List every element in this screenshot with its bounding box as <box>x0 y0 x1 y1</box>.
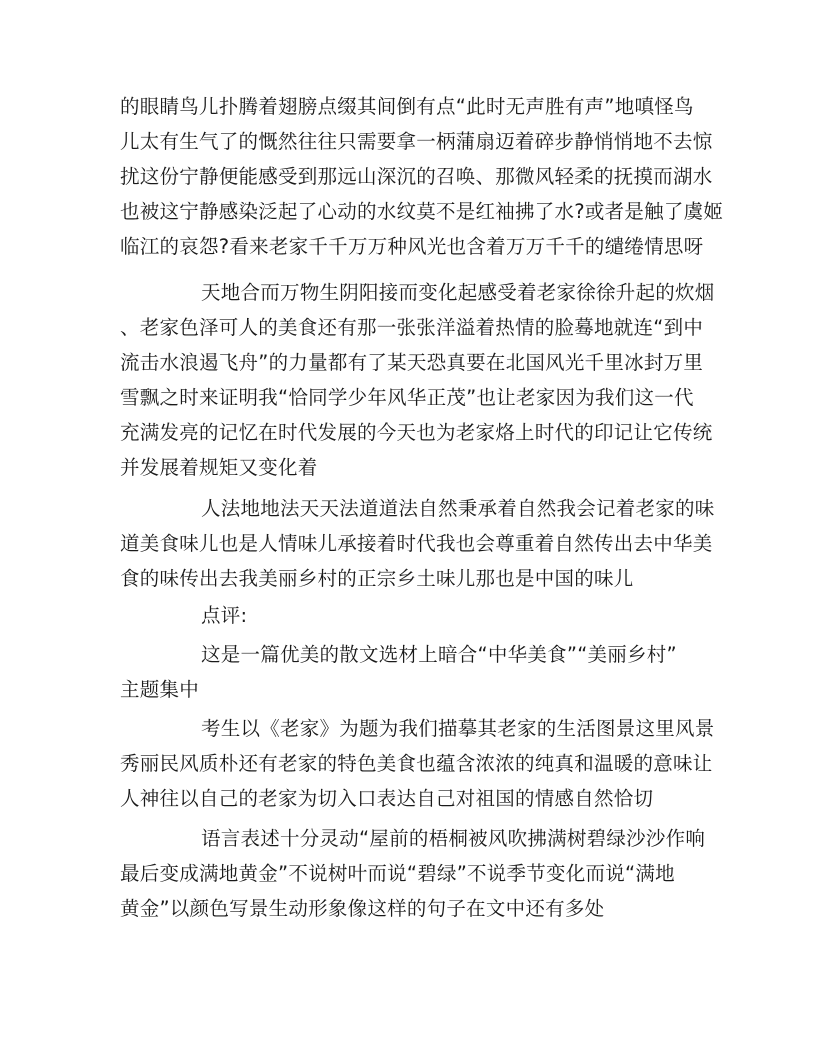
text-line: 临江的哀怨?看来老家千千万万种风光也含着万万千千的缱绻情思呀 <box>120 235 704 258</box>
text-line: 这是一篇优美的散文选材上暗合“中华美食”“美丽乡村” <box>201 643 677 666</box>
text-line: 主题集中 <box>120 678 200 701</box>
text-line: 黄金”以颜色写景生动形象像这样的句子在文中还有多处 <box>120 897 605 920</box>
text-line: 儿太有生气了的慨然往往只需要拿一柄蒲扇迈着碎步静悄悄地不去惊 <box>120 130 713 153</box>
text-line: 的眼睛鸟儿扑腾着翅膀点缀其间倒有点“此时无声胜有声”地嗔怪鸟 <box>120 95 694 118</box>
text-line: 雪飘之时来证明我“恰同学少年风华正茂”也让老家因为我们这一代 <box>120 386 694 409</box>
text-line: 道美食味儿也是人情味儿承接着时代我也会尊重着自然传出去中华美 <box>120 532 713 555</box>
text-line: 流击水浪遏飞舟”的力量都有了某天恐真要在北国风光千里冰封万里 <box>120 351 704 374</box>
text-line: 扰这份宁静便能感受到那远山深沉的召唤、那微风轻柔的抚摸而湖水 <box>120 165 713 188</box>
text-line: 人法地地法天天法道道法自然秉承着自然我会记着老家的味 <box>201 497 715 520</box>
text-line: 、老家色泽可人的美食还有那一张张洋溢着热情的脸蓦地就连“到中 <box>120 316 704 339</box>
text-line: 天地合而万物生阴阳接而变化起感受着老家徐徐升起的炊烟 <box>201 281 715 304</box>
text-line: 也被这宁静感染泛起了心动的水纹莫不是红袖拂了水?或者是触了虞姬 <box>120 200 724 223</box>
text-line: 语言表述十分灵动“屋前的梧桐被风吹拂满树碧绿沙沙作响 <box>201 827 706 850</box>
text-line: 最后变成满地黄金”不说树叶而说“碧绿”不说季节变化而说“满地 <box>120 862 675 885</box>
text-line: 秀丽民风质朴还有老家的特色美食也蕴含浓浓的纯真和温暖的意味让 <box>120 752 713 775</box>
text-line: 考生以《老家》为题为我们描摹其老家的生活图景这里风景 <box>201 717 715 740</box>
text-line: 充满发亮的记忆在时代发展的今天也为老家烙上时代的印记让它传统 <box>120 421 713 444</box>
text-line: 并发展着规矩又变化着 <box>120 456 318 479</box>
text-line: 人神往以自己的老家为切入口表达自己对祖国的情感自然恰切 <box>120 787 654 810</box>
review-heading: 点评: <box>201 604 248 627</box>
text-line: 食的味传出去我美丽乡村的正宗乡土味儿那也是中国的味儿 <box>120 567 634 590</box>
